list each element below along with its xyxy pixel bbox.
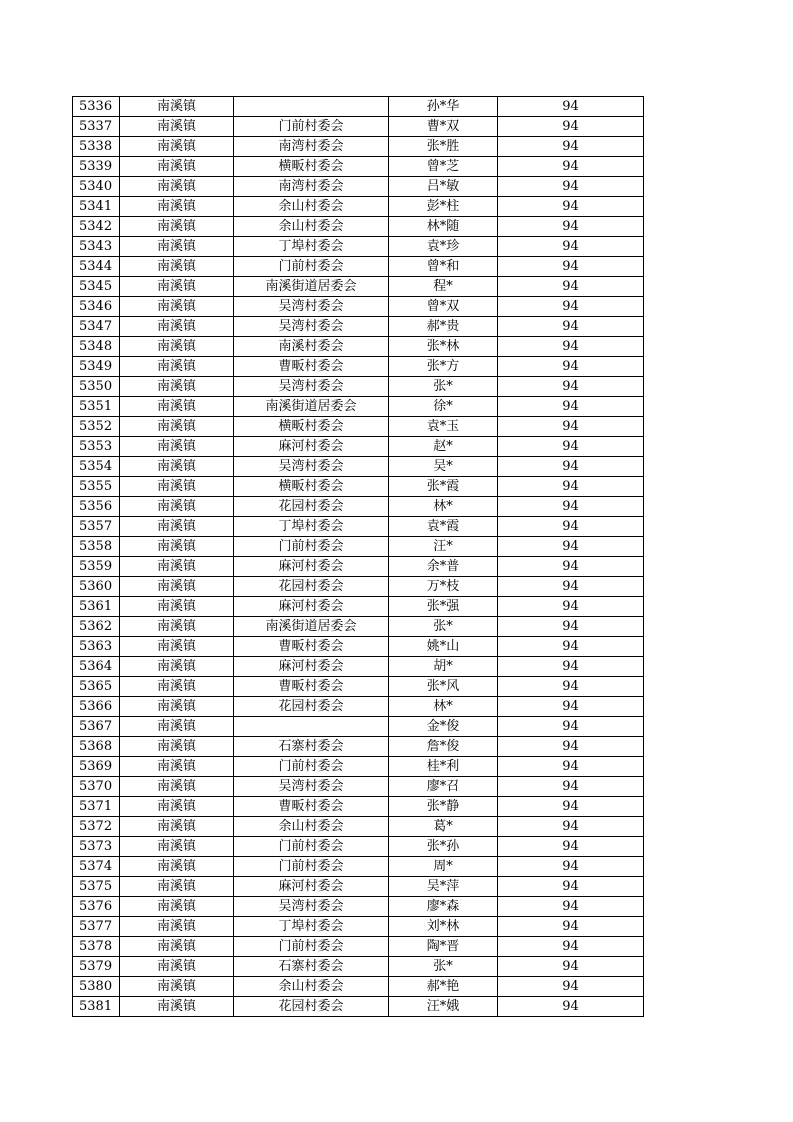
cell-town: 南溪镇 <box>120 717 234 737</box>
cell-number: 5352 <box>73 417 120 437</box>
cell-village: 门前村委会 <box>234 837 389 857</box>
table-row <box>73 717 644 737</box>
cell-name: 袁*霞 <box>389 517 498 537</box>
cell-village: 曹畈村委会 <box>234 797 389 817</box>
table-row <box>73 857 644 877</box>
cell-village: 石寨村委会 <box>234 737 389 757</box>
cell-town: 南溪镇 <box>120 317 234 337</box>
cell-score: 94 <box>498 277 644 297</box>
cell-town: 南溪镇 <box>120 897 234 917</box>
table-row <box>73 377 644 397</box>
cell-number: 5359 <box>73 557 120 577</box>
cell-village <box>234 97 389 117</box>
cell-number: 5370 <box>73 777 120 797</box>
cell-name: 孙*华 <box>389 97 498 117</box>
cell-name: 程* <box>389 277 498 297</box>
cell-number: 5358 <box>73 537 120 557</box>
cell-village: 门前村委会 <box>234 857 389 877</box>
cell-village: 石寨村委会 <box>234 957 389 977</box>
cell-town: 南溪镇 <box>120 577 234 597</box>
cell-village: 花园村委会 <box>234 997 389 1017</box>
cell-score: 94 <box>498 97 644 117</box>
cell-number: 5355 <box>73 477 120 497</box>
cell-name: 林* <box>389 697 498 717</box>
cell-village: 曹畈村委会 <box>234 677 389 697</box>
cell-village: 花园村委会 <box>234 697 389 717</box>
cell-number: 5347 <box>73 317 120 337</box>
cell-score: 94 <box>498 197 644 217</box>
cell-town: 南溪镇 <box>120 737 234 757</box>
table-row <box>73 277 644 297</box>
cell-village: 南湾村委会 <box>234 177 389 197</box>
cell-number: 5372 <box>73 817 120 837</box>
cell-number: 5349 <box>73 357 120 377</box>
cell-village <box>234 717 389 737</box>
cell-score: 94 <box>498 557 644 577</box>
cell-number: 5337 <box>73 117 120 137</box>
cell-name: 金*俊 <box>389 717 498 737</box>
table-row <box>73 437 644 457</box>
document-page <box>72 96 643 1017</box>
cell-number: 5379 <box>73 957 120 977</box>
cell-number: 5378 <box>73 937 120 957</box>
cell-village: 南湾村委会 <box>234 137 389 157</box>
cell-score: 94 <box>498 517 644 537</box>
table-row <box>73 977 644 997</box>
table-row <box>73 357 644 377</box>
cell-town: 南溪镇 <box>120 817 234 837</box>
table-row <box>73 957 644 977</box>
cell-village: 门前村委会 <box>234 117 389 137</box>
cell-village: 吴湾村委会 <box>234 317 389 337</box>
cell-name: 曾*和 <box>389 257 498 277</box>
cell-number: 5340 <box>73 177 120 197</box>
table-row <box>73 177 644 197</box>
cell-town: 南溪镇 <box>120 357 234 377</box>
cell-number: 5381 <box>73 997 120 1017</box>
table-row <box>73 197 644 217</box>
cell-name: 胡* <box>389 657 498 677</box>
table-row <box>73 517 644 537</box>
cell-number: 5353 <box>73 437 120 457</box>
cell-village: 横畈村委会 <box>234 477 389 497</box>
table-row <box>73 337 644 357</box>
table-row <box>73 937 644 957</box>
cell-score: 94 <box>498 477 644 497</box>
cell-score: 94 <box>498 497 644 517</box>
cell-score: 94 <box>498 737 644 757</box>
cell-score: 94 <box>498 117 644 137</box>
cell-village: 丁埠村委会 <box>234 517 389 537</box>
cell-town: 南溪镇 <box>120 257 234 277</box>
cell-village: 吴湾村委会 <box>234 777 389 797</box>
table-row <box>73 997 644 1017</box>
cell-village: 曹畈村委会 <box>234 637 389 657</box>
cell-town: 南溪镇 <box>120 997 234 1017</box>
cell-town: 南溪镇 <box>120 477 234 497</box>
cell-number: 5357 <box>73 517 120 537</box>
cell-town: 南溪镇 <box>120 837 234 857</box>
cell-number: 5341 <box>73 197 120 217</box>
table-row <box>73 317 644 337</box>
cell-score: 94 <box>498 317 644 337</box>
cell-number: 5338 <box>73 137 120 157</box>
cell-town: 南溪镇 <box>120 457 234 477</box>
cell-name: 曹*双 <box>389 117 498 137</box>
cell-number: 5336 <box>73 97 120 117</box>
cell-score: 94 <box>498 757 644 777</box>
cell-name: 张*霞 <box>389 477 498 497</box>
table-row <box>73 697 644 717</box>
cell-village: 横畈村委会 <box>234 417 389 437</box>
cell-number: 5343 <box>73 237 120 257</box>
table-row <box>73 757 644 777</box>
cell-name: 汪* <box>389 537 498 557</box>
cell-town: 南溪镇 <box>120 757 234 777</box>
cell-village: 余山村委会 <box>234 197 389 217</box>
cell-village: 门前村委会 <box>234 257 389 277</box>
cell-village: 吴湾村委会 <box>234 457 389 477</box>
cell-name: 周* <box>389 857 498 877</box>
cell-village: 余山村委会 <box>234 817 389 837</box>
table-row <box>73 97 644 117</box>
cell-name: 葛* <box>389 817 498 837</box>
cell-number: 5344 <box>73 257 120 277</box>
cell-number: 5365 <box>73 677 120 697</box>
table-row <box>73 157 644 177</box>
cell-village: 曹畈村委会 <box>234 357 389 377</box>
cell-village: 南溪村委会 <box>234 337 389 357</box>
cell-name: 张*强 <box>389 597 498 617</box>
cell-town: 南溪镇 <box>120 857 234 877</box>
cell-score: 94 <box>498 917 644 937</box>
cell-village: 余山村委会 <box>234 217 389 237</box>
cell-name: 曾*双 <box>389 297 498 317</box>
cell-name: 陶*晋 <box>389 937 498 957</box>
cell-town: 南溪镇 <box>120 877 234 897</box>
cell-village: 麻河村委会 <box>234 557 389 577</box>
cell-town: 南溪镇 <box>120 797 234 817</box>
cell-score: 94 <box>498 717 644 737</box>
cell-name: 姚*山 <box>389 637 498 657</box>
table-row <box>73 477 644 497</box>
table-row <box>73 637 644 657</box>
table-row <box>73 417 644 437</box>
cell-name: 吴* <box>389 457 498 477</box>
cell-name: 桂*利 <box>389 757 498 777</box>
cell-name: 刘*林 <box>389 917 498 937</box>
cell-name: 彭*柱 <box>389 197 498 217</box>
cell-name: 张* <box>389 617 498 637</box>
cell-score: 94 <box>498 457 644 477</box>
cell-town: 南溪镇 <box>120 917 234 937</box>
cell-name: 袁*玉 <box>389 417 498 437</box>
cell-name: 徐* <box>389 397 498 417</box>
cell-number: 5348 <box>73 337 120 357</box>
cell-town: 南溪镇 <box>120 277 234 297</box>
cell-number: 5377 <box>73 917 120 937</box>
cell-score: 94 <box>498 697 644 717</box>
cell-name: 张* <box>389 957 498 977</box>
cell-score: 94 <box>498 377 644 397</box>
table-row <box>73 217 644 237</box>
table-row <box>73 257 644 277</box>
cell-score: 94 <box>498 937 644 957</box>
cell-town: 南溪镇 <box>120 217 234 237</box>
cell-village: 吴湾村委会 <box>234 377 389 397</box>
cell-town: 南溪镇 <box>120 137 234 157</box>
table-row <box>73 837 644 857</box>
cell-village: 麻河村委会 <box>234 437 389 457</box>
cell-town: 南溪镇 <box>120 297 234 317</box>
cell-town: 南溪镇 <box>120 697 234 717</box>
cell-town: 南溪镇 <box>120 957 234 977</box>
table-row <box>73 817 644 837</box>
cell-village: 南溪街道居委会 <box>234 277 389 297</box>
cell-score: 94 <box>498 977 644 997</box>
cell-name: 郝*贵 <box>389 317 498 337</box>
table-row <box>73 457 644 477</box>
cell-score: 94 <box>498 617 644 637</box>
cell-score: 94 <box>498 657 644 677</box>
cell-village: 南溪街道居委会 <box>234 397 389 417</box>
cell-score: 94 <box>498 257 644 277</box>
cell-town: 南溪镇 <box>120 977 234 997</box>
cell-town: 南溪镇 <box>120 677 234 697</box>
cell-town: 南溪镇 <box>120 437 234 457</box>
cell-town: 南溪镇 <box>120 117 234 137</box>
table-row <box>73 677 644 697</box>
table-row <box>73 597 644 617</box>
cell-number: 5376 <box>73 897 120 917</box>
cell-village: 吴湾村委会 <box>234 897 389 917</box>
table-row <box>73 737 644 757</box>
cell-town: 南溪镇 <box>120 637 234 657</box>
cell-number: 5371 <box>73 797 120 817</box>
cell-number: 5364 <box>73 657 120 677</box>
table-row <box>73 497 644 517</box>
table-row <box>73 617 644 637</box>
cell-score: 94 <box>498 237 644 257</box>
cell-town: 南溪镇 <box>120 177 234 197</box>
cell-number: 5339 <box>73 157 120 177</box>
cell-village: 麻河村委会 <box>234 657 389 677</box>
cell-town: 南溪镇 <box>120 337 234 357</box>
cell-village: 丁埠村委会 <box>234 917 389 937</box>
cell-score: 94 <box>498 857 644 877</box>
cell-score: 94 <box>498 537 644 557</box>
cell-name: 廖*召 <box>389 777 498 797</box>
cell-number: 5367 <box>73 717 120 737</box>
table-row <box>73 117 644 137</box>
table-body <box>73 97 644 1017</box>
table-row <box>73 797 644 817</box>
table-row <box>73 777 644 797</box>
cell-number: 5362 <box>73 617 120 637</box>
cell-village: 门前村委会 <box>234 757 389 777</box>
cell-town: 南溪镇 <box>120 97 234 117</box>
cell-village: 麻河村委会 <box>234 597 389 617</box>
cell-number: 5380 <box>73 977 120 997</box>
cell-score: 94 <box>498 217 644 237</box>
cell-name: 袁*珍 <box>389 237 498 257</box>
cell-name: 廖*森 <box>389 897 498 917</box>
cell-town: 南溪镇 <box>120 397 234 417</box>
cell-name: 张*风 <box>389 677 498 697</box>
cell-town: 南溪镇 <box>120 157 234 177</box>
table-row <box>73 917 644 937</box>
cell-score: 94 <box>498 437 644 457</box>
cell-number: 5361 <box>73 597 120 617</box>
cell-name: 吴*萍 <box>389 877 498 897</box>
cell-score: 94 <box>498 577 644 597</box>
cell-name: 张*静 <box>389 797 498 817</box>
cell-score: 94 <box>498 957 644 977</box>
cell-score: 94 <box>498 177 644 197</box>
cell-name: 赵* <box>389 437 498 457</box>
cell-score: 94 <box>498 837 644 857</box>
table-row <box>73 877 644 897</box>
cell-score: 94 <box>498 877 644 897</box>
cell-number: 5375 <box>73 877 120 897</box>
cell-name: 吕*敏 <box>389 177 498 197</box>
cell-number: 5346 <box>73 297 120 317</box>
cell-name: 张*方 <box>389 357 498 377</box>
cell-name: 张*林 <box>389 337 498 357</box>
cell-town: 南溪镇 <box>120 617 234 637</box>
cell-score: 94 <box>498 777 644 797</box>
cell-town: 南溪镇 <box>120 537 234 557</box>
cell-name: 汪*娥 <box>389 997 498 1017</box>
cell-score: 94 <box>498 357 644 377</box>
cell-town: 南溪镇 <box>120 517 234 537</box>
cell-number: 5351 <box>73 397 120 417</box>
cell-village: 花园村委会 <box>234 577 389 597</box>
table-row <box>73 297 644 317</box>
table-row <box>73 537 644 557</box>
cell-town: 南溪镇 <box>120 497 234 517</box>
cell-town: 南溪镇 <box>120 197 234 217</box>
cell-number: 5368 <box>73 737 120 757</box>
cell-number: 5366 <box>73 697 120 717</box>
cell-number: 5369 <box>73 757 120 777</box>
cell-name: 林* <box>389 497 498 517</box>
cell-town: 南溪镇 <box>120 777 234 797</box>
cell-number: 5374 <box>73 857 120 877</box>
cell-score: 94 <box>498 157 644 177</box>
cell-village: 花园村委会 <box>234 497 389 517</box>
cell-town: 南溪镇 <box>120 657 234 677</box>
cell-town: 南溪镇 <box>120 597 234 617</box>
cell-name: 詹*俊 <box>389 737 498 757</box>
cell-number: 5350 <box>73 377 120 397</box>
cell-score: 94 <box>498 997 644 1017</box>
cell-town: 南溪镇 <box>120 237 234 257</box>
table-row <box>73 577 644 597</box>
table-row <box>73 397 644 417</box>
table-row <box>73 557 644 577</box>
cell-number: 5356 <box>73 497 120 517</box>
cell-village: 余山村委会 <box>234 977 389 997</box>
cell-village: 丁埠村委会 <box>234 237 389 257</box>
cell-score: 94 <box>498 137 644 157</box>
cell-score: 94 <box>498 677 644 697</box>
cell-name: 张* <box>389 377 498 397</box>
cell-number: 5354 <box>73 457 120 477</box>
table-row <box>73 237 644 257</box>
cell-village: 门前村委会 <box>234 937 389 957</box>
cell-score: 94 <box>498 397 644 417</box>
table-row <box>73 137 644 157</box>
cell-village: 吴湾村委会 <box>234 297 389 317</box>
table-row <box>73 657 644 677</box>
cell-name: 曾*芝 <box>389 157 498 177</box>
cell-number: 5342 <box>73 217 120 237</box>
cell-score: 94 <box>498 417 644 437</box>
cell-town: 南溪镇 <box>120 417 234 437</box>
cell-name: 张*胜 <box>389 137 498 157</box>
cell-name: 林*随 <box>389 217 498 237</box>
cell-village: 南溪街道居委会 <box>234 617 389 637</box>
cell-number: 5363 <box>73 637 120 657</box>
cell-number: 5373 <box>73 837 120 857</box>
cell-score: 94 <box>498 297 644 317</box>
cell-name: 万*枝 <box>389 577 498 597</box>
cell-town: 南溪镇 <box>120 557 234 577</box>
cell-name: 郝*艳 <box>389 977 498 997</box>
cell-score: 94 <box>498 817 644 837</box>
cell-score: 94 <box>498 597 644 617</box>
cell-town: 南溪镇 <box>120 937 234 957</box>
cell-number: 5360 <box>73 577 120 597</box>
cell-town: 南溪镇 <box>120 377 234 397</box>
cell-score: 94 <box>498 337 644 357</box>
cell-name: 余*普 <box>389 557 498 577</box>
cell-number: 5345 <box>73 277 120 297</box>
cell-village: 门前村委会 <box>234 537 389 557</box>
cell-village: 横畈村委会 <box>234 157 389 177</box>
cell-village: 麻河村委会 <box>234 877 389 897</box>
cell-name: 张*孙 <box>389 837 498 857</box>
cell-score: 94 <box>498 637 644 657</box>
table-row <box>73 897 644 917</box>
cell-score: 94 <box>498 797 644 817</box>
cell-score: 94 <box>498 897 644 917</box>
data-table <box>72 96 644 1017</box>
